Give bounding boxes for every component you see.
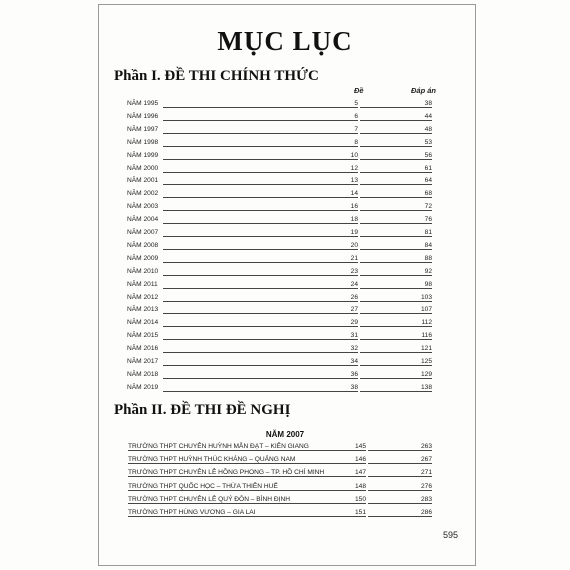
toc-entry-dap-an-page: 107 [420, 306, 432, 314]
toc-entry-dap-an-page: 125 [420, 358, 432, 365]
toc-entry-dap-an-page: 129 [420, 370, 432, 378]
toc-entry-dap-an-page: 44 [424, 112, 432, 120]
toc-entry-label: TRƯỜNG THPT HUỲNH THÚC KHÁNG – QUẢNG NAM [128, 456, 296, 464]
toc-entry-dap-an-page: 72 [424, 203, 432, 211]
toc-entry-de-page: 23 [350, 267, 358, 275]
toc-entry-de-page: 146 [354, 456, 366, 464]
toc-entry [128, 454, 432, 465]
toc-entry-label: NĂM 2000 [127, 164, 159, 172]
toc-entry [127, 304, 432, 315]
toc-entry-label: NĂM 2017 [127, 358, 159, 365]
toc-entry-de-page: 29 [350, 319, 358, 327]
toc-entry-de-page: 19 [350, 229, 358, 236]
toc-entry [127, 150, 432, 161]
toc-entry-de-page: 31 [350, 332, 358, 340]
toc-entry [127, 137, 432, 148]
toc-entry-label: NĂM 2009 [127, 254, 159, 262]
toc-entry-de-page: 8 [354, 138, 358, 146]
toc-entry [127, 266, 432, 277]
toc-entry-label: NĂM 2016 [127, 345, 159, 353]
toc-entry-de-page: 145 [354, 443, 366, 450]
toc-entry-dap-an-page: 112 [421, 319, 432, 327]
toc-entry-de-page: 21 [350, 254, 358, 262]
toc-entry-dap-an-page: 56 [424, 151, 432, 159]
toc-entry [127, 188, 432, 199]
toc-entry-de-page: 24 [350, 280, 358, 288]
toc-entry-label: NĂM 1996 [127, 112, 159, 120]
toc-entry-label: NĂM 2004 [127, 216, 159, 224]
toc-entry-de-page: 34 [350, 358, 358, 365]
toc-entry [128, 507, 432, 518]
toc-entry [128, 494, 432, 505]
toc-entry-dap-an-page: 64 [424, 177, 432, 185]
toc-entry-dap-an-page: 48 [424, 125, 432, 133]
toc-entry-label: NĂM 2002 [127, 190, 159, 198]
toc-entry-label: NĂM 1998 [127, 138, 159, 146]
toc-entry [127, 240, 432, 251]
toc-entry-dap-an-page: 121 [420, 345, 432, 353]
toc-entry-de-page: 7 [354, 125, 358, 133]
toc-entry-label: NĂM 2003 [127, 203, 159, 211]
toc-entry-dap-an-page: 267 [420, 456, 432, 464]
toc-entry-label: NĂM 2007 [127, 229, 159, 236]
toc-entry-dap-an-page: 283 [420, 495, 432, 503]
toc-entry-label: TRƯỜNG THPT HÙNG VƯƠNG – GIA LAI [128, 509, 256, 516]
toc-entry-de-page: 27 [350, 306, 358, 314]
toc-entry [127, 382, 432, 393]
toc-entry-de-page: 32 [350, 345, 358, 353]
part2-title: Phần II. ĐỀ THI ĐỀ NGHỊ [114, 402, 291, 418]
toc-entry [127, 292, 432, 303]
toc-entry-label: NĂM 2011 [127, 280, 158, 288]
toc-entry [128, 481, 432, 492]
page-number: 595 [442, 530, 458, 540]
toc-entry-label: NĂM 2014 [127, 319, 159, 327]
toc-entry-de-page: 12 [350, 164, 358, 172]
toc-entry-de-page: 14 [350, 190, 358, 198]
toc-entry-de-page: 10 [350, 151, 358, 159]
toc-entry-label: NĂM 1999 [127, 151, 159, 159]
toc-entry [127, 330, 432, 341]
toc-entry [127, 227, 432, 238]
toc-entry-dap-an-page: 76 [424, 216, 432, 224]
toc-entry [127, 317, 432, 328]
toc-entry-de-page: 18 [350, 216, 358, 224]
page-title: MỤC LỤC [217, 26, 353, 56]
toc-entry-label: NĂM 1995 [127, 100, 159, 107]
toc-entry-de-page: 38 [350, 383, 358, 391]
column-header-dap-an: Đáp án [411, 86, 437, 95]
toc-entry [127, 253, 432, 264]
toc-entry-label: NĂM 2015 [127, 332, 159, 340]
toc-entry-de-page: 13 [350, 177, 358, 185]
toc-entry [127, 124, 432, 135]
toc-entry-de-page: 5 [354, 100, 358, 107]
toc-entry [127, 111, 432, 122]
toc-entry-de-page: 16 [350, 203, 358, 211]
toc-entry-dap-an-page: 84 [424, 241, 432, 249]
toc-entry-label: NĂM 2018 [127, 370, 159, 378]
toc-entry [127, 356, 432, 367]
toc-entry [127, 175, 432, 186]
toc-entry-label: NĂM 2013 [127, 306, 159, 314]
toc-entry [127, 279, 432, 290]
toc-entry-de-page: 26 [350, 293, 358, 301]
toc-entry-label: NĂM 2012 [127, 293, 159, 301]
toc-entry-dap-an-page: 286 [420, 509, 432, 516]
toc-entry-dap-an-page: 276 [420, 482, 432, 490]
toc-entry-label: TRƯỜNG THPT CHUYÊN LÊ QUÝ ĐÔN – BÌNH ĐỊNH [128, 495, 290, 503]
toc-entry-label: NĂM 2008 [127, 241, 159, 249]
toc-entry [127, 98, 432, 109]
toc-entry-dap-an-page: 88 [424, 254, 432, 262]
toc-entry-dap-an-page: 98 [424, 280, 432, 288]
toc-entry-label: NĂM 2010 [127, 267, 159, 275]
toc-entry-de-page: 148 [354, 482, 366, 490]
toc-entry-dap-an-page: 263 [420, 443, 432, 450]
toc-entry-dap-an-page: 61 [424, 164, 432, 172]
toc-entry-de-page: 150 [354, 495, 366, 503]
toc-entry-label: TRƯỜNG THPT CHUYÊN LÊ HỒNG PHONG – TP. HỒ CHÍ MINH [128, 469, 325, 477]
toc-entry-dap-an-page: 138 [420, 383, 432, 391]
toc-entry-label: NĂM 1997 [127, 125, 159, 133]
toc-entry-dap-an-page: 38 [424, 100, 432, 107]
toc-entry [128, 467, 432, 478]
toc-entry-dap-an-page: 68 [424, 190, 432, 198]
toc-entry-dap-an-page: 271 [420, 469, 432, 477]
toc-entry-dap-an-page: 92 [424, 267, 432, 275]
toc-entry-dap-an-page: 81 [424, 229, 432, 236]
toc-entry-label: NĂM 2019 [127, 383, 159, 391]
toc-entry [127, 214, 432, 225]
toc-entry [127, 369, 432, 380]
toc-entry [127, 163, 432, 174]
part2-year-heading: NĂM 2007 [265, 430, 305, 439]
toc-entry-label: TRƯỜNG THPT QUỐC HỌC – THỪA THIÊN HUẾ [128, 482, 278, 490]
column-header-de: Đề [354, 86, 364, 95]
toc-entry [127, 201, 432, 212]
toc-entry-de-page: 20 [350, 241, 358, 249]
toc-entry-dap-an-page: 103 [420, 293, 432, 301]
toc-entry-de-page: 151 [354, 509, 366, 516]
toc-entry-dap-an-page: 53 [424, 138, 432, 146]
toc-entry-de-page: 36 [350, 370, 358, 378]
toc-entry-label: NĂM 2001 [127, 177, 159, 185]
toc-entry [127, 343, 432, 354]
part1-title: Phần I. ĐỀ THI CHÍNH THỨC [114, 68, 319, 84]
toc-entry-de-page: 147 [354, 469, 366, 477]
toc-entry-label: TRƯỜNG THPT CHUYÊN HUỲNH MẪN ĐẠT – KIÊN GIANG [128, 443, 309, 450]
toc-entry-de-page: 6 [354, 112, 358, 120]
toc-entry [128, 441, 432, 452]
toc-entry-dap-an-page: 116 [421, 332, 432, 340]
